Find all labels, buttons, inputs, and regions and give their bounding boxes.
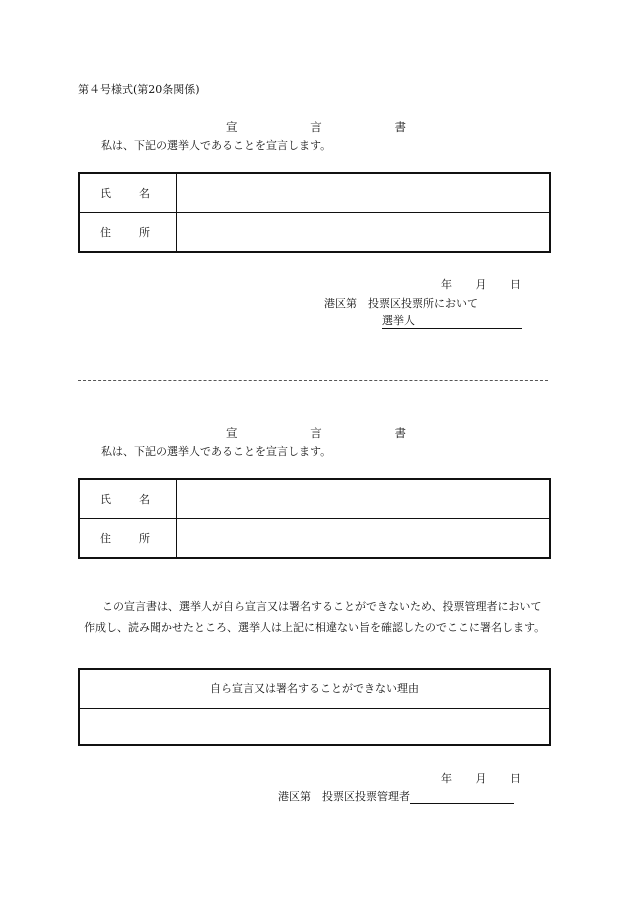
address-label: 住 所 — [100, 226, 150, 239]
address-row — [79, 213, 550, 253]
month-label: 月 — [475, 772, 487, 785]
proxy-statement: この宣言書は、選挙人が自ら宣言又は署名することができないため、投票管理者において作成し、読み聞かせたところ、選挙人は上記に相違ない旨を確認したのでここに署名します。 — [84, 600, 546, 634]
voter-info-table — [78, 172, 551, 253]
name-label: 氏 名 — [100, 493, 150, 506]
voter-info-table-copy — [78, 478, 551, 559]
intro-text-copy: 私は、下記の選挙人であることを宣言します。 — [101, 445, 332, 458]
voter-signature-line — [382, 312, 522, 329]
title-char: 書 — [394, 120, 406, 134]
address-label: 住 所 — [100, 532, 150, 545]
manager-label: 港区第 投票区投票管理者 — [278, 790, 410, 803]
form-number: 第４号様式(第20条関係) — [78, 83, 200, 96]
year-label: 年 — [441, 278, 452, 291]
polling-place-text: 港区第 投票区投票所において — [324, 297, 478, 310]
document-title — [226, 119, 406, 135]
name-label: 氏 名 — [100, 187, 150, 200]
title-char: 言 — [310, 120, 322, 134]
title-char: 宣 — [226, 120, 238, 134]
title-char: 言 — [310, 426, 322, 440]
address-row — [79, 519, 550, 559]
document-title-copy — [226, 425, 406, 441]
title-char: 書 — [394, 426, 406, 440]
date-line — [441, 276, 521, 292]
day-label: 日 — [510, 278, 521, 291]
date-line-copy — [441, 770, 521, 786]
name-field[interactable] — [177, 479, 551, 519]
address-field[interactable] — [177, 519, 551, 559]
reason-header: 自ら宣言又は署名することができない理由 — [80, 670, 549, 709]
manager-signature-line — [278, 788, 514, 804]
address-field[interactable] — [177, 213, 551, 253]
year-label: 年 — [441, 772, 452, 785]
reason-box — [78, 668, 551, 746]
manager-signature-field[interactable] — [410, 790, 514, 804]
voter-label[interactable]: 選挙人 — [382, 312, 522, 329]
reason-field[interactable] — [80, 709, 549, 744]
name-row — [79, 479, 550, 519]
cut-line — [78, 380, 548, 381]
name-row — [79, 173, 550, 213]
day-label: 日 — [510, 772, 521, 785]
month-label: 月 — [475, 278, 487, 291]
name-field[interactable] — [177, 173, 551, 213]
intro-text: 私は、下記の選挙人であることを宣言します。 — [101, 139, 332, 152]
title-char: 宣 — [226, 426, 238, 440]
